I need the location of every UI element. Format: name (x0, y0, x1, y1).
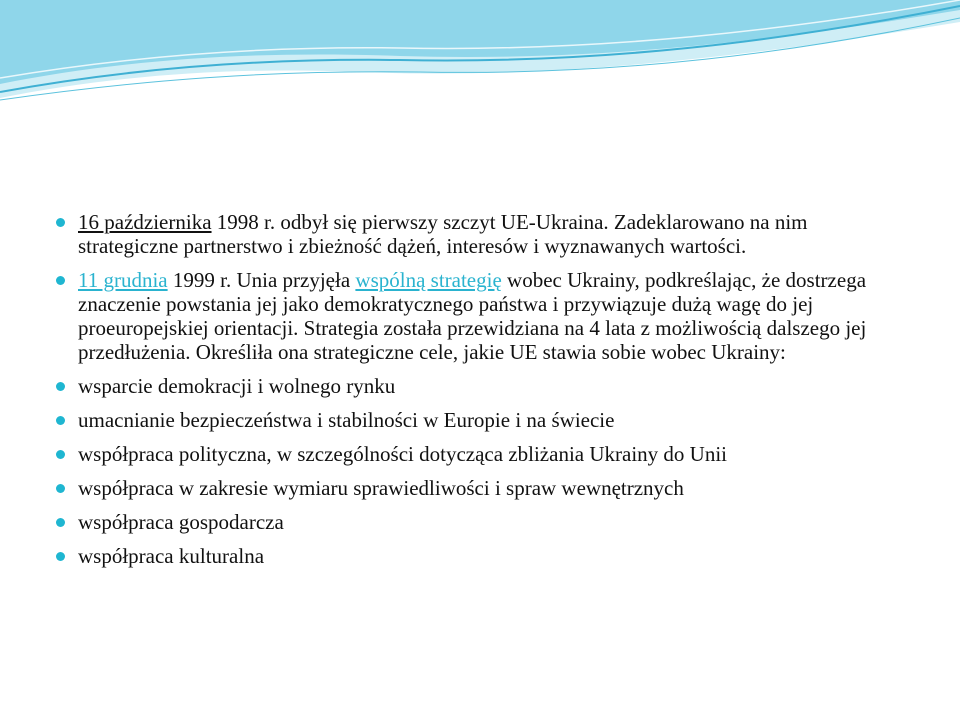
bullet-list (56, 210, 906, 568)
bullet-dot-icon (56, 276, 65, 285)
list-item-text: współpraca w zakresie wymiaru sprawiedliwości i spraw wewnętrznych (78, 476, 684, 500)
list-item (56, 442, 906, 466)
list-item (56, 268, 906, 364)
list-item (56, 374, 906, 398)
list-item (56, 408, 906, 432)
list-item-text: wobec Ukrainy, podkreślając, że dostrzega znaczenie powstania jej jako demokratycznego państwa i przywiązuje dużą wagę do jej proeuropejskiej orientacji. Strategia została przewidziana na 4 lata z możliwością dalszego jej przedłużenia. Określiła ona strategiczne cele, jakie UE stawia sobie wobec Ukrainy: (78, 268, 867, 364)
strategy-link[interactable]: wspólną strategię (355, 268, 502, 292)
bullet-dot-icon (56, 518, 65, 527)
bullet-dot-icon (56, 218, 65, 227)
list-item (56, 510, 906, 534)
date-link-1998[interactable]: 16 października (78, 210, 212, 234)
list-item-text: współpraca polityczna, w szczególności dotycząca zbliżania Ukrainy do Unii (78, 442, 728, 466)
list-item-text: wsparcie demokracji i wolnego rynku (78, 374, 396, 398)
bullet-dot-icon (56, 450, 65, 459)
slide-content (56, 210, 906, 578)
bullet-dot-icon (56, 484, 65, 493)
bullet-dot-icon (56, 382, 65, 391)
list-item (56, 210, 906, 258)
list-item-text: współpraca kulturalna (78, 544, 265, 568)
list-item-text: 1998 r. odbył się pierwszy szczyt UE-Ukraina. Zadeklarowano na nim strategiczne partnerstwo i zbieżność dążeń, interesów i wyznawanych wartości. (78, 210, 808, 258)
bullet-dot-icon (56, 552, 65, 561)
header-wave-decoration (0, 0, 960, 110)
date-link-1999[interactable]: 11 grudnia (78, 268, 168, 292)
list-item-text: 1999 r. Unia przyjęła (167, 268, 356, 292)
list-item-text: umacnianie bezpieczeństwa i stabilności w Europie i na świecie (78, 408, 615, 432)
bullet-dot-icon (56, 416, 65, 425)
list-item (56, 476, 906, 500)
list-item (56, 544, 906, 568)
list-item-text: współpraca gospodarcza (78, 510, 284, 534)
